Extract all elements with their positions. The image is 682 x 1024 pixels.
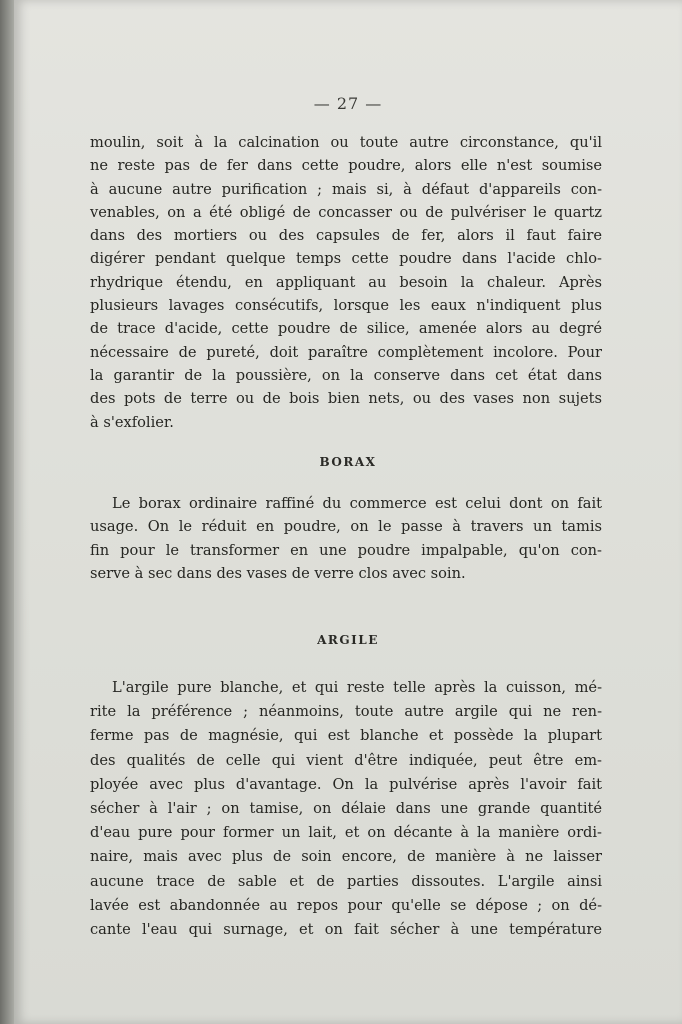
- text-line: Le borax ordinaire raffiné du commerce est celui dont on fait: [112, 495, 602, 512]
- text-line: usage. On le réduit en poudre, on le passe à travers un tamis: [90, 518, 602, 536]
- text-line: serve à sec dans des vases de verre clos avec soin.: [90, 564, 466, 582]
- text-line: lavée est abandonnée au repos pour qu'elle se dépose ; on dé-: [90, 896, 602, 914]
- text-line: L'argile pure blanche, et qui reste telle après la cuisson, mé-: [112, 679, 602, 696]
- paragraph-argile: [90, 676, 602, 942]
- text-line: rite la préférence ; néanmoins, toute autre argile qui ne ren-: [90, 703, 602, 721]
- text-line: venables, on a été obligé de concasser ou de pulvériser le quartz: [90, 203, 602, 221]
- text-line: ployée avec plus d'avantage. On la pulvérise après l'avoir fait: [90, 775, 602, 793]
- text-line: moulin, soit à la calcination ou toute autre circonstance, qu'il: [90, 134, 602, 151]
- text-line: plusieurs lavages consécutifs, lorsque les eaux n'indiquent plus: [90, 297, 602, 315]
- book-gutter: [0, 0, 14, 1024]
- text-line: à aucune autre purification ; mais si, à défaut d'appareils con-: [90, 180, 602, 198]
- text-line: des pots de terre ou de bois bien nets, ou des vases non sujets: [90, 390, 602, 408]
- book-page: [14, 0, 682, 1024]
- text-line: à s'exfolier.: [90, 413, 174, 431]
- text-line: naire, mais avec plus de soin encore, de manière à ne laisser: [90, 848, 602, 866]
- text-line: aucune trace de sable et de parties dissoutes. L'argile ainsi: [90, 872, 602, 890]
- text-line: sécher à l'air ; on tamise, on délaie dans une grande quantité: [90, 799, 602, 817]
- text-line: cante l'eau qui surnage, et on fait sécher à une température: [90, 920, 602, 938]
- paragraph-silice: [90, 131, 602, 434]
- text-line: fin pour le transformer en une poudre impalpable, qu'on con-: [90, 541, 602, 559]
- text-line: rhydrique étendu, en appliquant au besoin la chaleur. Après: [90, 273, 602, 291]
- text-line: d'eau pure pour former un lait, et on décante à la manière ordi-: [90, 824, 602, 842]
- text-line: ne reste pas de fer dans cette poudre, alors elle n'est soumise: [90, 157, 602, 175]
- text-line: nécessaire de pureté, doit paraître complètement incolore. Pour: [90, 343, 602, 361]
- section-title-argile: ARGILE: [317, 633, 379, 647]
- page-number: — 27 —: [313, 94, 383, 113]
- text-line: des qualités de celle qui vient d'être indiquée, peut être em-: [90, 751, 602, 769]
- paragraph-borax: [90, 492, 602, 585]
- text-line: digérer pendant quelque temps cette poudre dans l'acide chlo-: [90, 250, 602, 268]
- section-title-borax: BORAX: [319, 455, 377, 469]
- text-line: de trace d'acide, cette poudre de silice, amenée alors au degré: [90, 320, 602, 338]
- text-line: la garantir de la poussière, on la conserve dans cet état dans: [90, 366, 602, 384]
- text-line: dans des mortiers ou des capsules de fer, alors il faut faire: [90, 227, 602, 245]
- text-line: ferme pas de magnésie, qui est blanche et possède la plupart: [90, 727, 602, 745]
